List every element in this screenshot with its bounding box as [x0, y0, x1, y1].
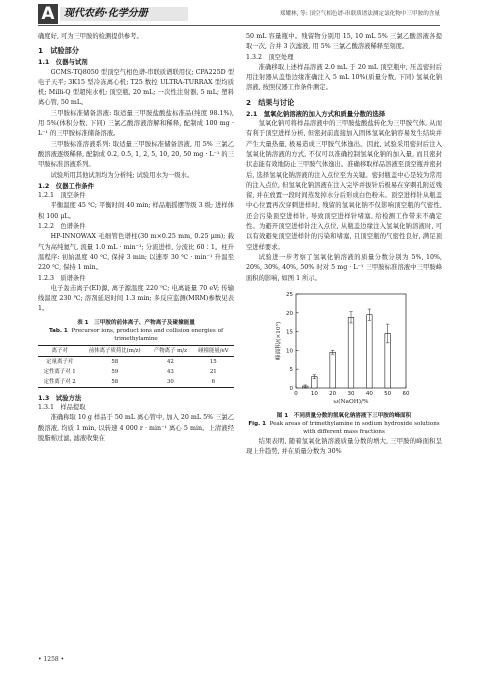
- headspace-conditions-paragraph: 平衡温度 45 ℃; 平衡时间 40 min; 样品瓶摇摆等级 3 级; 进样体积 100 μL。: [38, 202, 234, 220]
- figure-1-caption-en: Peak areas of trimethylamine in sodium hydroxide solutions with different mass fractions: [269, 420, 440, 435]
- table-cell: 43: [166, 368, 174, 375]
- y-tick-label: 0: [289, 385, 293, 392]
- instruments-paragraph: GCMS-TQ8050 型顶空气相色谱-串联质谱联用仪; CPA225D 型电子天平; 3K15 型冷冻离心机; T25 数控 ULTRA-TURRAX 型均质机; Milli-Q 型超纯水机; 顶空瓶, 20 mL; 一次性注射器, 5 mL; 塑料离心管, 50 mL。: [38, 68, 234, 107]
- table-header-product: 产物离子 m/z: [148, 345, 192, 356]
- journal-logo: [38, 4, 188, 24]
- table-1-title-cn: 表 1 三甲胺的前体离子、产物离子及碰撞能量: [77, 319, 195, 326]
- section-1-2-3-heading: 1.2.3 质谱条件: [38, 274, 86, 282]
- y-tick-label: 5: [289, 367, 293, 374]
- x-tick-label: 20: [329, 390, 337, 397]
- section-1-3-heading: 1.3 试验方法: [38, 393, 82, 402]
- section-1-heading: 1 试验部分: [38, 46, 79, 56]
- figure-1-caption-cn: 图 1 不同质量分数的氢氧化钠溶液下三甲胺的峰面积: [276, 412, 412, 419]
- journal-logo-letter: A: [38, 4, 58, 24]
- section-1-1-heading: 1.1 仪器与试剂: [38, 58, 88, 67]
- table-cell: 42: [166, 358, 174, 365]
- x-tick-label: 10: [310, 390, 318, 397]
- y-tick-label: 25: [286, 291, 293, 298]
- table-cell: 21: [209, 368, 217, 375]
- x-tick-label: 60: [402, 390, 410, 397]
- table-cell: 59: [111, 368, 119, 375]
- x-tick-label: 0: [294, 390, 298, 397]
- y-axis-label: 峰面积/(×10⁵): [276, 321, 282, 361]
- extraction-continued-paragraph: 50 mL 容量瓶中。残留物分别用 15, 10 mL 5% 三氯乙酸溶液各提取一次, 合并 3 次滤液, 用 5% 三氯乙酸溶液稀释至刻度。: [246, 33, 442, 51]
- figure-1-caption: [246, 412, 442, 436]
- table-header-ion-pair: 离子对: [38, 345, 81, 356]
- y-tick-label: 10: [286, 348, 293, 355]
- table-1: [38, 345, 234, 388]
- figure-1-bar-chart: [246, 288, 442, 408]
- x-tick-label: 50: [384, 390, 392, 397]
- header-rule: [38, 25, 440, 26]
- table-1-title-en: Precursor ions, product ions and collision energies of trimethylamine: [71, 327, 224, 342]
- table-cell: 30: [148, 377, 192, 388]
- intro-paragraph: 确度好, 可为三甲胺的检测提供参考。: [38, 33, 143, 40]
- y-tick-label: 20: [286, 310, 293, 317]
- table-row: [38, 356, 234, 367]
- bar: [330, 352, 336, 388]
- table-cell: 定量离子对: [46, 358, 74, 365]
- section-1-3-2-heading: 1.3.2 顶空处理: [246, 53, 294, 61]
- bar: [348, 317, 354, 388]
- x-tick-label: 40: [365, 390, 373, 397]
- section-1-2-1-heading: 1.2.1 顶空条件: [38, 192, 86, 200]
- x-axis-label: ω(NaOH)/%: [333, 398, 369, 405]
- section-2-1-heading: 2.1 氢氧化钠溶液的加入方式和质量分数的选择: [246, 109, 386, 118]
- results-paragraph: 结果表明, 随着氢氧化钠溶液质量分数的增大, 三甲胺的峰面积呈现上升趋势, 并在质量分数为 30%: [246, 437, 442, 456]
- table-row: [38, 367, 234, 377]
- stock-solution-paragraph: 三甲胺标准储备溶液: 取适量三甲胺盐酸盐标准品(纯度 98.1%), 用 5%(体积分数, 下同) 三氯乙酸溶液溶解和稀释, 配制成 100 mg · L⁻¹ 的三甲胺标准储备溶液。: [38, 109, 234, 138]
- section-1-2-heading: 1.2 仪器工作条件: [38, 181, 95, 190]
- sample-extraction-paragraph: 准确称取 10 g 样品于 50 mL 离心管中, 加入 20 mL 5% 三氯乙酸溶液, 均质 1 min, 以转速 4 000 r · min⁻¹ 离心 5 min。上清液经脱脂棉过滤, 滤液收集在: [38, 414, 234, 442]
- table-row: [38, 377, 234, 388]
- y-tick-label: 15: [286, 329, 293, 336]
- bar: [367, 315, 373, 388]
- ms-conditions-paragraph: 电子轰击离子(EI)源, 离子源温度 220 ℃; 电离能量 70 eV; 传输线温度 230 ℃; 溶剂延迟时间 1.3 min; 多反应监测(MRM)参数见表 1。: [38, 284, 234, 313]
- headspace-treatment-paragraph: 准确移取上述样品溶液 2.0 mL 于 20 mL 顶空瓶中, 压盖密封后用注射器从盖垫边缘准确注入 5 mL 10%(质量分数, 下同) 氢氧化钠溶液, 按照仪器工作条件测定。: [246, 63, 442, 92]
- x-tick-label: 30: [347, 390, 355, 397]
- section-1-3-1-heading: 1.3.1 样品提取: [38, 404, 86, 412]
- table-1-caption: [38, 319, 234, 343]
- figure-1-caption-en-wrap: [246, 420, 442, 436]
- naoh-method-paragraph: 氢氧化钠可将样品溶液中的三甲胺盐酸盐转化为三甲胺气体, 从而有利于顶空进样分析, 但密封前直接加入固体氢氧化钠容易发生结块并产生大量热量, 极易造成三甲胺气体逸出。因此, 试验采用密封后注入氢氧化钠溶液的方式, 不仅可以准确控制氢氧化钠的加入量, 而且密封状态能有效地防止三甲胺气体逸出。准确移取样品溶液至顶空瓶并密封后, 选择氢氧化钠溶液的注入点位至为关键。密封瓶盖中心是较为常用的注入点位, 但氢氧化钠溶液在注入完毕并拔针后极易在穿刺孔附近残留, 并在放置一段时间蒸发掉水分后形成白色粉末。顶空进样针从瓶盖中心位置再次穿刺进样时, 残留的氢氧化钠不仅影响顶空瓶的气密性, 还会污染顶空进样针, 导致顶空进样针堵塞, 给检测工作带来不确定性。为避开顶空进样针注入点位, 从瓶盖边缘注入氢氧化钠溶液时, 可以有效避免顶空进样针的污染和堵塞, 且顶空瓶的气密性良好, 满足顶空进样要求。: [246, 120, 442, 251]
- table-cell: 58: [81, 377, 148, 388]
- figure-1: [246, 288, 442, 408]
- table-cell: 15: [209, 358, 217, 365]
- naoh-fraction-paragraph: 试验进一步考察了氢氧化钠溶液的质量分数分别为 5%, 10%, 20%, 30%, 40%, 50% 时对 5 mg · L⁻¹ 三甲胺标准溶液中三甲胺峰面积的影响, 如图 1 所示。: [246, 253, 442, 282]
- running-title: 郑耀林, 等: 顶空气相色谱-串联质谱法测定氯化物中三甲胺的含量: [279, 11, 440, 17]
- section-2-heading: 2 结果与讨论: [246, 97, 295, 107]
- table-header-collision-energy: 碰撞能量/eV: [193, 345, 234, 356]
- table-1-title-en-wrap: [38, 327, 234, 343]
- gc-conditions-paragraph: HP-INNOWAX 毛细管色谱柱(30 m×0.25 mm, 0.25 μm); 载气为高纯氦气, 流量 1.0 mL · min⁻¹; 分流进样, 分流比 60∶1。柱升温程序: 初始温度 40 ℃, 保持 3 min; 以速率 30 ℃ · min⁻¹ 升温至 220 ℃, 保持 1 min。: [38, 233, 234, 272]
- right-column: [246, 32, 442, 457]
- standard-series-paragraph: 三甲胺标准溶液系列: 取适量三甲胺标准储备溶液, 用 5% 三氯乙酸溶液逐级稀释, 配制成 0.2, 0.5, 1, 2, 5, 10, 20, 50 mg · L⁻¹ 的三甲胺标准溶液系列。: [38, 140, 234, 169]
- table-cell: 6: [193, 377, 234, 388]
- table-header-precursor: 前体离子质荷比(m/z): [81, 345, 148, 356]
- section-1-2-2-heading: 1.2.2 色谱条件: [38, 223, 86, 231]
- page-header: [0, 0, 480, 26]
- left-column: [38, 32, 234, 444]
- table-1-label-en: Tab. 1: [48, 327, 68, 334]
- figure-1-label-en: Fig. 1: [248, 420, 267, 427]
- table-cell: 定性离子对 2: [38, 377, 81, 388]
- table-cell: 定性离子对 1: [43, 368, 76, 375]
- journal-name: 现代农药·化学分册: [64, 8, 148, 19]
- reagents-paragraph: 试验所用其他试剂均为分析纯; 试验用水为一级水。: [50, 171, 194, 179]
- table-cell: 58: [111, 358, 119, 365]
- page-number: • 1258 •: [38, 656, 65, 663]
